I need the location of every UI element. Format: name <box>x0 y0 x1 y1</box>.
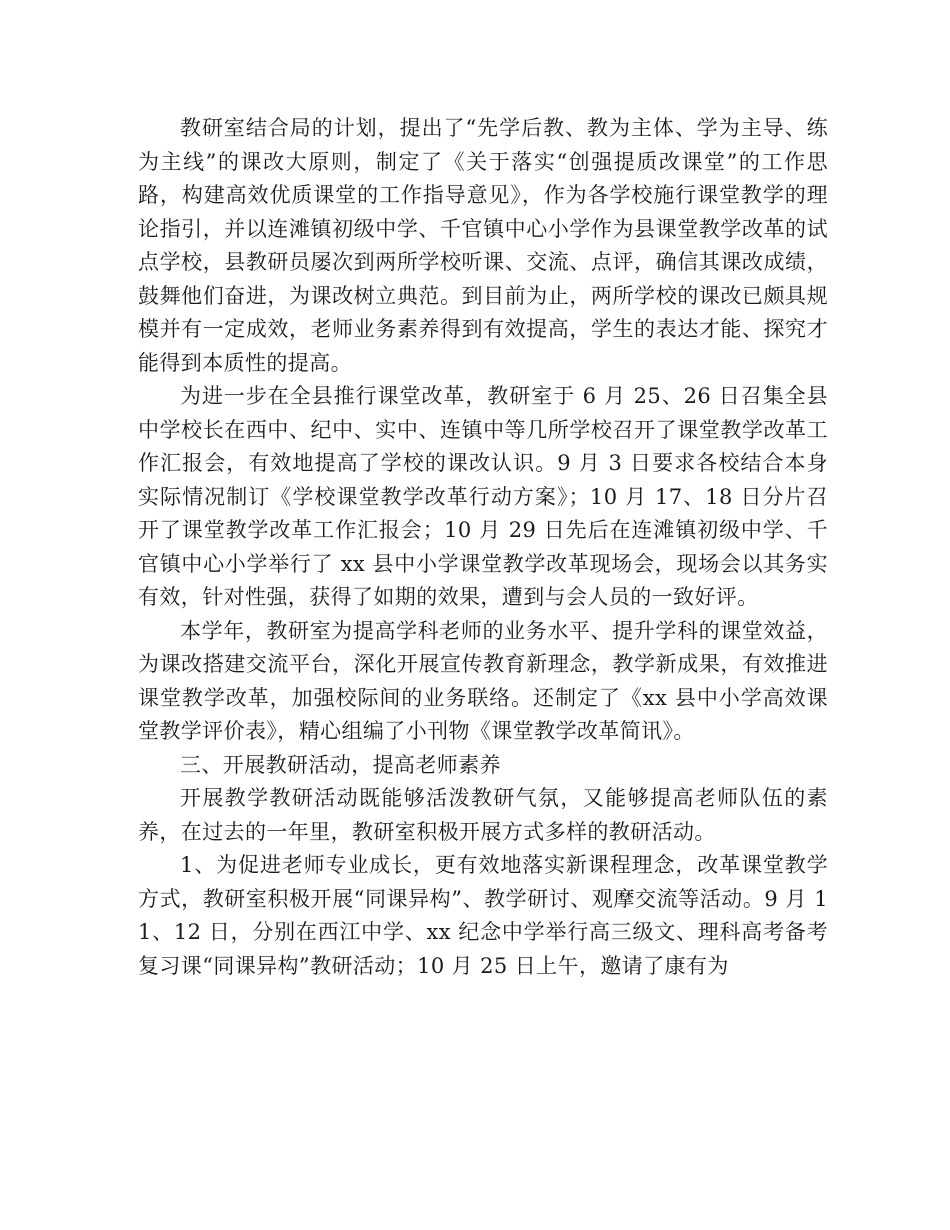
paragraph-reform-meetings: 为进一步在全县推行课堂改革，教研室于 6 月 25、26 日召集全县中学校长在西中、纪中、实中、连镇中等几所学校召开了课堂教学改革工作汇报会，有效地提高了学校的课改认识。9 月 3 日要求各校结合本身实际情况制订《学校课堂教学改革行动方案》；10 月 17、18 日分片召开了课堂教学改革工作汇报会；10 月 29 日先后在连滩镇初级中学、千官镇中心小学举行了 xx 县中小学课堂教学改革现场会，现场会以其务实有效，针对性强，获得了如期的效果，遭到与会人员的一致好评。 <box>138 384 828 609</box>
paragraph-curriculum-principles: 教研室结合局的计划，提出了“先学后教、教为主体、学为主导、练为主线”的课改大原则，制定了《关于落实“创强提质改课堂”的工作思路，构建高效优质课堂的工作指导意见》，作为各学校施行课堂教学的理论指引，并以连滩镇初级中学、千官镇中心小学作为县课堂教学改革的试点学校，县教研员屡次到两所学校听课、交流、点评，确信其课改成绩，鼓舞他们奋进，为课改树立典范。到目前为止，两所学校的课改已颇具规模并有一定成效，老师业务素养得到有效提高，学生的表达才能、探究才能得到本质性的提高。 <box>138 116 828 375</box>
section-heading-teaching-research: 三、开展教研活动，提高老师素养 <box>180 752 501 777</box>
paragraph-item-1-professional-growth: 1、为促进老师专业成长，更有效地落实新课程理念，改革课堂教学方式，教研室积极开展“同课异构”、教学研讨、观摩交流等活动。9 月 11、12 日，分别在西江中学、xx 纪念中学举行高三级文、理科高考备考复习课“同课异构”教研活动；10 月 25 日上午，邀请了康有为 <box>138 853 828 978</box>
document-body <box>138 112 828 983</box>
paragraph-research-activities: 开展教学教研活动既能够活泼教研气氛，又能够提高老师队伍的素养，在过去的一年里，教研室积极开展方式多样的教研活动。 <box>138 786 828 844</box>
paragraph-school-year: 本学年，教研室为提高学科老师的业务水平、提升学科的课堂效益，为课改搭建交流平台，深化开展宣传教育新理念，教学新成果，有效推进课堂教学改革，加强校际间的业务联络。还制定了《xx 县中小学高效课堂教学评价表》，精心组编了小刊物《课堂教学改革简讯》。 <box>138 618 828 743</box>
